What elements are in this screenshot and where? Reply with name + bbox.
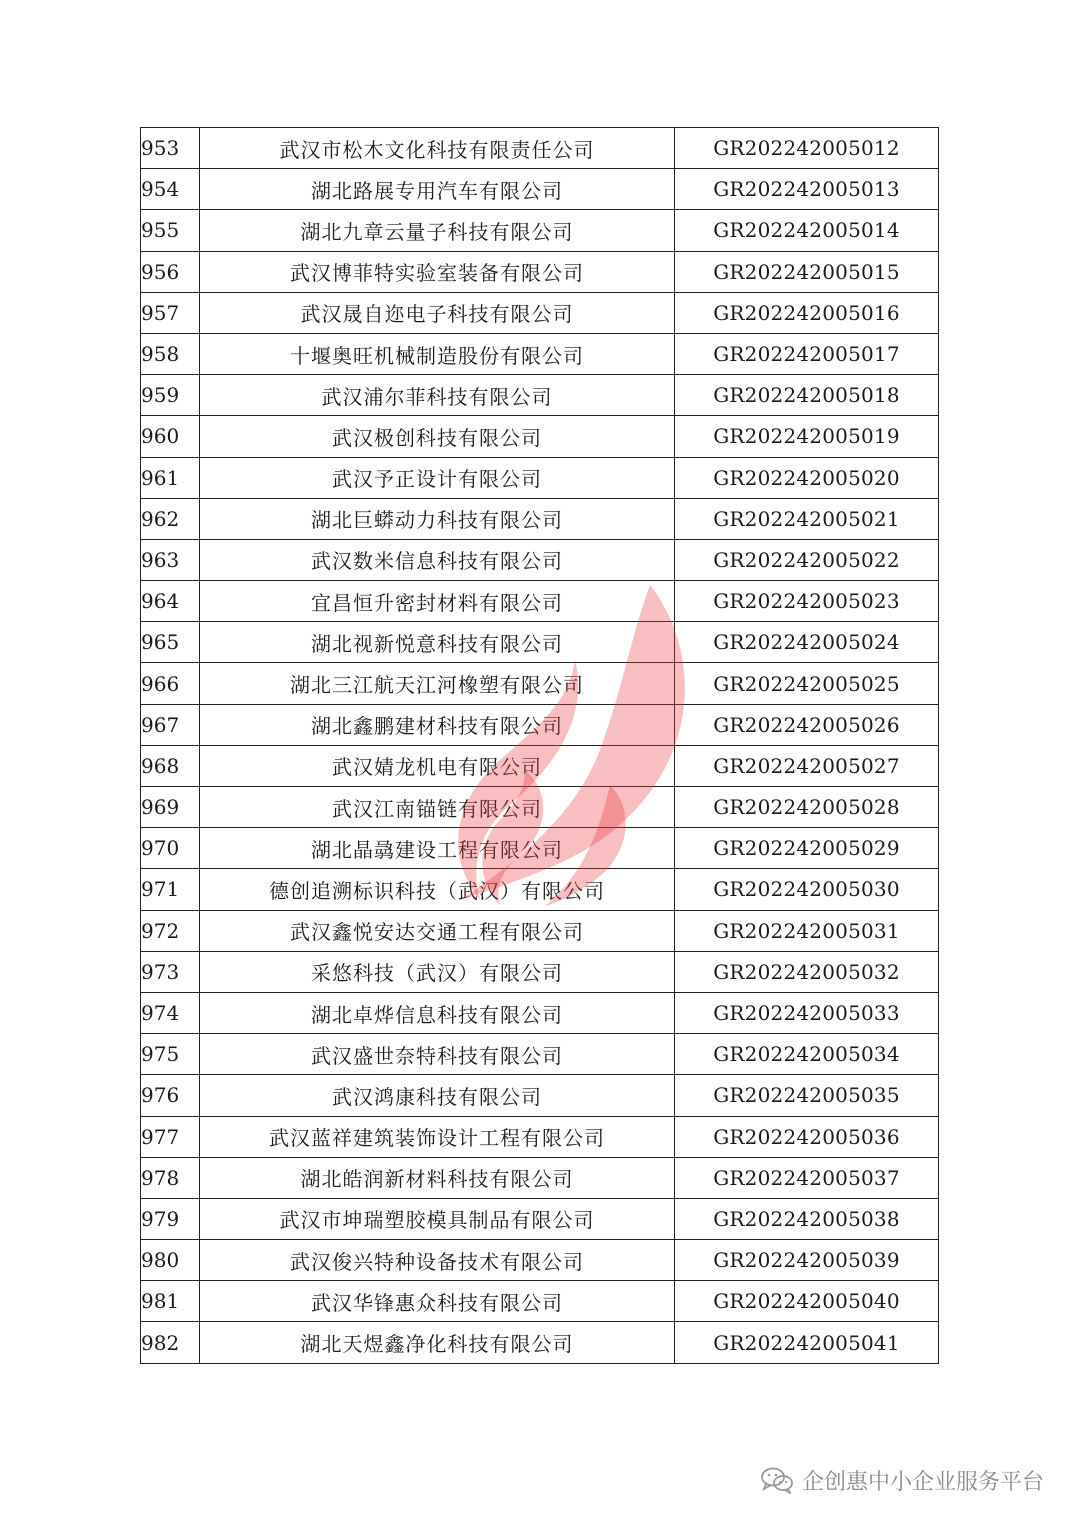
company-name: 武汉博菲特实验室装备有限公司 [200, 251, 675, 292]
company-name: 武汉市坤瑞塑胶模具制品有限公司 [200, 1198, 675, 1239]
company-name: 采悠科技（武汉）有限公司 [200, 951, 675, 992]
company-name: 湖北三江航天江河橡塑有限公司 [200, 663, 675, 704]
company-name: 武汉浦尔菲科技有限公司 [200, 375, 675, 416]
row-number: 982 [141, 1322, 200, 1363]
certificate-code: GR202242005033 [675, 992, 939, 1033]
table-row [141, 169, 939, 210]
table-row [141, 1198, 939, 1239]
certificate-code: GR202242005022 [675, 539, 939, 580]
certificate-code: GR202242005028 [675, 787, 939, 828]
company-name: 武汉予正设计有限公司 [200, 457, 675, 498]
company-name: 德创追溯标识科技（武汉）有限公司 [200, 869, 675, 910]
wechat-account-footer [760, 1462, 1044, 1498]
table-row [141, 1322, 939, 1363]
table-row [141, 210, 939, 251]
row-number: 970 [141, 828, 200, 869]
certificate-code: GR202242005034 [675, 1034, 939, 1075]
row-number: 966 [141, 663, 200, 704]
certificate-code: GR202242005016 [675, 292, 939, 333]
row-number: 979 [141, 1198, 200, 1239]
account-name: 企创惠中小企业服务平台 [801, 1469, 1044, 1495]
table-row [141, 622, 939, 663]
row-number: 959 [141, 375, 200, 416]
table-row [141, 869, 939, 910]
company-name: 湖北路展专用汽车有限公司 [200, 169, 675, 210]
table-row [141, 951, 939, 992]
row-number: 969 [141, 787, 200, 828]
row-number: 972 [141, 910, 200, 951]
company-name: 武汉鑫悦安达交通工程有限公司 [200, 910, 675, 951]
certificate-code: GR202242005021 [675, 498, 939, 539]
certificate-code: GR202242005039 [675, 1240, 939, 1281]
row-number: 955 [141, 210, 200, 251]
row-number: 964 [141, 581, 200, 622]
table-body [141, 128, 939, 1364]
row-number: 974 [141, 992, 200, 1033]
table-row [141, 1075, 939, 1116]
company-name: 武汉华锋惠众科技有限公司 [200, 1281, 675, 1322]
company-list-table [140, 127, 939, 1364]
certificate-code: GR202242005030 [675, 869, 939, 910]
certificate-code: GR202242005019 [675, 416, 939, 457]
certificate-code: GR202242005040 [675, 1281, 939, 1322]
table-row [141, 828, 939, 869]
certificate-code: GR202242005020 [675, 457, 939, 498]
row-number: 954 [141, 169, 200, 210]
company-name: 武汉江南锚链有限公司 [200, 787, 675, 828]
table-row [141, 1034, 939, 1075]
company-name: 湖北晶骉建设工程有限公司 [200, 828, 675, 869]
company-name: 宜昌恒升密封材料有限公司 [200, 581, 675, 622]
certificate-code: GR202242005025 [675, 663, 939, 704]
company-name: 湖北视新悦意科技有限公司 [200, 622, 675, 663]
row-number: 960 [141, 416, 200, 457]
table-row [141, 539, 939, 580]
row-number: 967 [141, 704, 200, 745]
company-name: 湖北天煜鑫净化科技有限公司 [200, 1322, 675, 1363]
row-number: 958 [141, 333, 200, 374]
table-row [141, 1157, 939, 1198]
row-number: 965 [141, 622, 200, 663]
table-row [141, 1240, 939, 1281]
table-row [141, 992, 939, 1033]
company-name: 武汉俊兴特种设备技术有限公司 [200, 1240, 675, 1281]
company-name: 武汉数米信息科技有限公司 [200, 539, 675, 580]
row-number: 961 [141, 457, 200, 498]
row-number: 973 [141, 951, 200, 992]
row-number: 956 [141, 251, 200, 292]
table-row [141, 745, 939, 786]
certificate-code: GR202242005017 [675, 333, 939, 374]
certificate-code: GR202242005041 [675, 1322, 939, 1363]
row-number: 975 [141, 1034, 200, 1075]
row-number: 978 [141, 1157, 200, 1198]
table-row [141, 457, 939, 498]
company-name: 武汉婧龙机电有限公司 [200, 745, 675, 786]
row-number: 962 [141, 498, 200, 539]
wechat-icon [760, 1466, 794, 1494]
table-row [141, 704, 939, 745]
row-number: 980 [141, 1240, 200, 1281]
certificate-code: GR202242005013 [675, 169, 939, 210]
company-name: 湖北鑫鹏建材科技有限公司 [200, 704, 675, 745]
company-name: 武汉极创科技有限公司 [200, 416, 675, 457]
company-name: 湖北卓烨信息科技有限公司 [200, 992, 675, 1033]
certificate-code: GR202242005036 [675, 1116, 939, 1157]
row-number: 977 [141, 1116, 200, 1157]
company-name: 湖北巨蟒动力科技有限公司 [200, 498, 675, 539]
row-number: 976 [141, 1075, 200, 1116]
certificate-code: GR202242005029 [675, 828, 939, 869]
certificate-code: GR202242005038 [675, 1198, 939, 1239]
company-name: 武汉蓝祥建筑装饰设计工程有限公司 [200, 1116, 675, 1157]
row-number: 968 [141, 745, 200, 786]
table-row [141, 498, 939, 539]
table-row [141, 416, 939, 457]
company-name: 武汉盛世奈特科技有限公司 [200, 1034, 675, 1075]
table-row [141, 787, 939, 828]
table-row [141, 292, 939, 333]
table-row [141, 581, 939, 622]
row-number: 957 [141, 292, 200, 333]
table-row [141, 910, 939, 951]
row-number: 981 [141, 1281, 200, 1322]
certificate-code: GR202242005012 [675, 128, 939, 169]
table-row [141, 333, 939, 374]
company-name: 湖北九章云量子科技有限公司 [200, 210, 675, 251]
certificate-code: GR202242005014 [675, 210, 939, 251]
table-row [141, 1116, 939, 1157]
certificate-code: GR202242005024 [675, 622, 939, 663]
row-number: 953 [141, 128, 200, 169]
table-row [141, 128, 939, 169]
company-name: 十堰奥旺机械制造股份有限公司 [200, 333, 675, 374]
certificate-code: GR202242005032 [675, 951, 939, 992]
certificate-code: GR202242005015 [675, 251, 939, 292]
table-row [141, 1281, 939, 1322]
certificate-code: GR202242005018 [675, 375, 939, 416]
row-number: 963 [141, 539, 200, 580]
certificate-code: GR202242005026 [675, 704, 939, 745]
table-row [141, 663, 939, 704]
certificate-code: GR202242005031 [675, 910, 939, 951]
company-name: 武汉市松木文化科技有限责任公司 [200, 128, 675, 169]
row-number: 971 [141, 869, 200, 910]
company-name: 武汉晟自迩电子科技有限公司 [200, 292, 675, 333]
table-row [141, 251, 939, 292]
certificate-code: GR202242005027 [675, 745, 939, 786]
company-name: 武汉鸿康科技有限公司 [200, 1075, 675, 1116]
certificate-code: GR202242005037 [675, 1157, 939, 1198]
company-name: 湖北皓润新材料科技有限公司 [200, 1157, 675, 1198]
table-row [141, 375, 939, 416]
certificate-code: GR202242005023 [675, 581, 939, 622]
certificate-code: GR202242005035 [675, 1075, 939, 1116]
